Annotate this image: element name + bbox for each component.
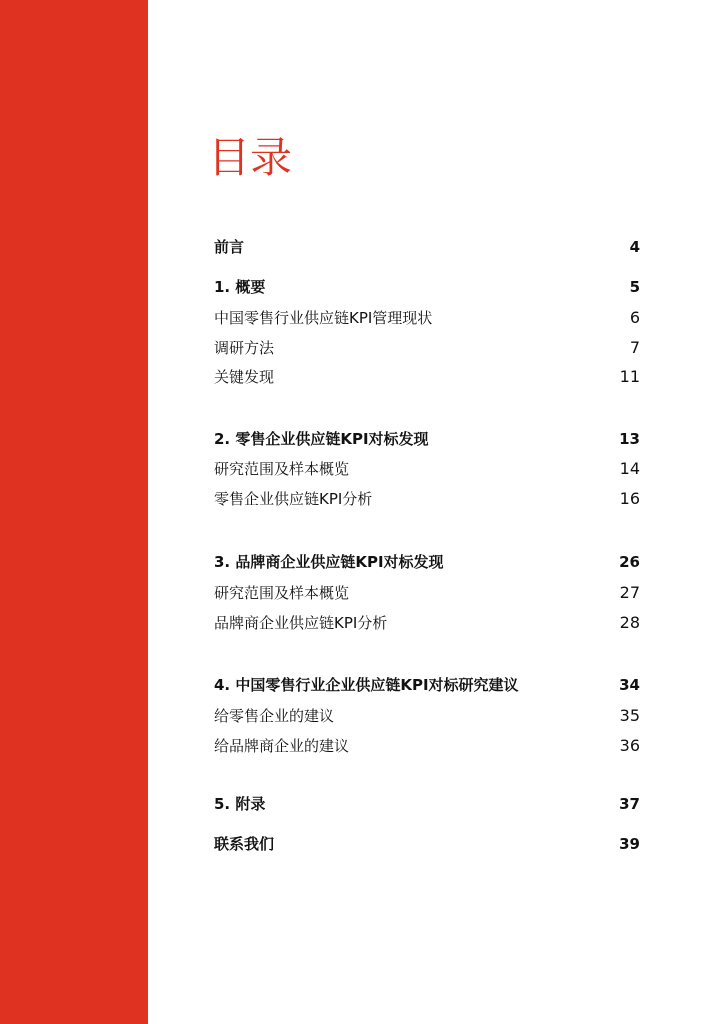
toc-entry-page: 16	[619, 489, 640, 508]
toc-entry-label: 5. 附录	[214, 795, 266, 813]
toc-entry-section-3[interactable]	[214, 549, 640, 575]
toc-entry-label: 调研方法	[214, 339, 275, 357]
toc-entry-page: 37	[619, 795, 640, 813]
toc-entry-section-1[interactable]	[214, 274, 640, 300]
toc-entry-label: 2. 零售企业供应链KPI对标发现	[214, 430, 429, 448]
toc-entry-page: 35	[619, 706, 640, 725]
toc-entry-page: 4	[629, 238, 640, 256]
toc-entry-label: 前言	[214, 238, 245, 256]
toc-entry-page: 5	[629, 278, 640, 296]
toc-entry-section-2[interactable]	[214, 426, 640, 452]
toc-entry-label: 给零售企业的建议	[214, 707, 335, 725]
toc-entry-page: 39	[619, 835, 640, 853]
toc-entry-label: 品牌商企业供应链KPI分析	[214, 614, 388, 632]
toc-entry[interactable]	[214, 703, 640, 729]
toc-entry-label: 给品牌商企业的建议	[214, 737, 350, 755]
page-title: 目录	[208, 133, 293, 182]
toc-entry-page: 27	[619, 583, 640, 602]
toc-entry[interactable]	[214, 456, 640, 482]
toc-entry-page: 11	[619, 367, 640, 386]
toc-entry[interactable]	[214, 580, 640, 606]
toc-entry[interactable]	[214, 610, 640, 636]
toc-entry-label: 4. 中国零售行业企业供应链KPI对标研究建议	[214, 676, 519, 694]
toc-entry-label: 零售企业供应链KPI分析	[214, 490, 373, 508]
toc-entry[interactable]	[214, 733, 640, 759]
toc-entry-page: 14	[619, 459, 640, 478]
toc-entry[interactable]	[214, 335, 640, 361]
toc-entry-label: 关键发现	[214, 368, 275, 386]
toc-entry[interactable]	[214, 305, 640, 331]
toc-entry-page: 34	[619, 676, 640, 694]
toc-entry[interactable]	[214, 486, 640, 512]
toc-entry-label: 3. 品牌商企业供应链KPI对标发现	[214, 553, 444, 571]
toc-entry-section-5[interactable]	[214, 791, 640, 817]
toc-entry-section-4[interactable]	[214, 672, 640, 698]
toc-entry-label: 联系我们	[214, 835, 275, 853]
toc-entry-page: 7	[629, 338, 640, 357]
toc-entry-label: 中国零售行业供应链KPI管理现状	[214, 309, 433, 327]
toc-entry-preface[interactable]	[214, 234, 640, 260]
red-side-bar	[0, 0, 148, 1024]
toc-entry-page: 26	[619, 553, 640, 571]
toc-entry-page: 6	[629, 308, 640, 327]
toc-entry[interactable]	[214, 364, 640, 390]
toc-entry-page: 28	[619, 613, 640, 632]
toc-entry-label: 1. 概要	[214, 278, 266, 296]
toc-entry-label: 研究范围及样本概览	[214, 584, 350, 602]
toc-entry-contact[interactable]	[214, 831, 640, 857]
toc-entry-page: 36	[619, 736, 640, 755]
toc-entry-label: 研究范围及样本概览	[214, 460, 350, 478]
toc-entry-page: 13	[619, 430, 640, 448]
